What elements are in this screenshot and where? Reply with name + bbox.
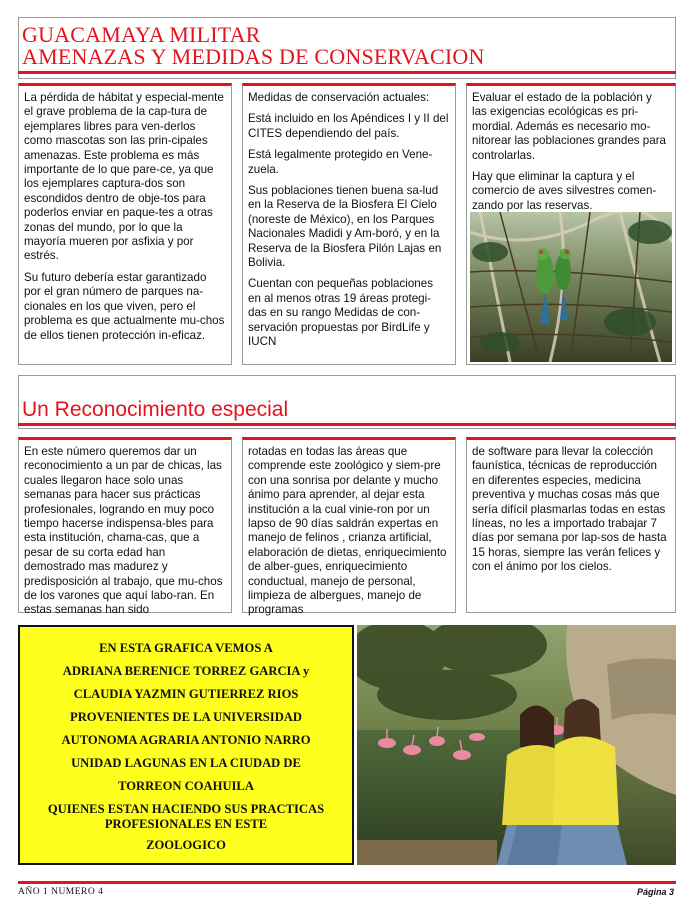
parrot-photo-image bbox=[470, 212, 672, 362]
caption-line: QUIENES ESTAN HACIENDO SUS PRACTICAS PROFESIONALES EN ESTE bbox=[47, 802, 325, 831]
section-rule bbox=[18, 423, 676, 426]
threats-paragraph: La pérdida de hábitat y especial-mente el grave problema de la cap-tura de ejemplares libres para ven-derlos como mascotas son las prin-cipales amenazas. Este problema es más importante de lo que pare-ce, ya que los ejemplares captura-dos son escondidos dentro de obje-tos para poderlos enviar en paque-tes a otras zonas del mundo, por lo que la mayoría mueren por asfixia y por estrés. bbox=[24, 91, 224, 263]
evaluation-paragraph: Evaluar el estado de la población y las exigencias ecológicas es pri-mordial. Además es necesario mo-nitorear las poblaciones grandes para controlarlas. bbox=[472, 91, 666, 162]
conservation-paragraph: Sus poblaciones tienen buena sa-lud en la Reserva de la Biosfera El Cielo (noreste de México), en los Parques Nacionales Madidi y Am-boró, y en la Reserva de la Biosfera Pilón Lajas en Bolivia. bbox=[248, 184, 442, 270]
page-title-line1: GUACAMAYA MILITAR bbox=[22, 22, 261, 47]
issue-number: AÑO 1 NUMERO 4 bbox=[18, 887, 104, 897]
recognition-column-1 bbox=[18, 437, 232, 617]
threats-column bbox=[18, 83, 232, 365]
threats-paragraph: Su futuro debería estar garantizado por el gran número de parques na-cionales en los que viven, pero el problema es que actualmente mu-chos de ellos tienen protección in-eficaz. bbox=[24, 270, 225, 342]
caption-line: CLAUDIA YAZMIN GUTIERREZ RIOS bbox=[73, 687, 299, 701]
caption-line: EN ESTA GRAFICA VEMOS A bbox=[99, 641, 273, 655]
students-photo bbox=[357, 625, 676, 865]
conservation-paragraph: Está legalmente protegido en Vene-zuela. bbox=[248, 148, 433, 176]
footer-rule bbox=[18, 881, 676, 884]
students-photo-image bbox=[357, 625, 676, 865]
section-title: Un Reconocimiento especial bbox=[22, 398, 289, 421]
caption-line: ZOOLOGICO bbox=[146, 838, 226, 852]
page-number: Página 3 bbox=[636, 887, 674, 897]
recognition-text: rotadas en todas las áreas que comprende este zoológico y siem-pre con una sonrisa por delante y mucho ánimo para aprender, al dejar esta institución a la cual vinie-ron por un lapso de 90 días saldrán expertas en manejo de felinos , crianza artificial, elaboración de dietas, enriquecimiento de alber-gues, enriquecimiento conductual, manejo de personal, limpieza de albergues, manejo de programas bbox=[248, 445, 447, 617]
recognition-column-3 bbox=[466, 437, 676, 613]
parrot-photo bbox=[470, 212, 672, 362]
caption-line: AUTONOMA AGRARIA ANTONIO NARRO bbox=[61, 733, 311, 747]
conservation-paragraph: Cuentan con pequeñas poblaciones en al menos otras 19 áreas protegi-das en su rango Medidas de con-servación propuestas por BirdLife y IUCN bbox=[248, 277, 434, 349]
conservation-column bbox=[242, 83, 456, 365]
evaluation-paragraph: Hay que eliminar la captura y el comercio de aves silvestres comen-zando por las reservas. bbox=[472, 170, 657, 212]
page-title-line2: AMENAZAS Y MEDIDAS DE CONSERVACION bbox=[22, 44, 485, 69]
recognition-text: de software para llevar la colección faunística, técnicas de reproducción en diferentes especies, medicina preventiva y muchas cosas más que sería difícil plasmarlas todas en estas líneas, no les a importado trabajar 7 días por semana por lap-sos de hasta 15 horas, siempre las verán felices y con el ánimo por los cielos. bbox=[472, 445, 667, 574]
conservation-paragraph: Medidas de conservación actuales: bbox=[248, 91, 430, 104]
caption-line: TORREON COAHUILA bbox=[118, 779, 254, 793]
caption-line: ADRIANA BERENICE TORREZ GARCIA y bbox=[62, 664, 310, 678]
header-rule bbox=[18, 71, 676, 74]
recognition-column-2 bbox=[242, 437, 456, 617]
photo-caption-box bbox=[18, 625, 354, 865]
caption-line: PROVENIENTES DE LA UNIVERSIDAD bbox=[70, 710, 302, 724]
recognition-text: En este número queremos dar un reconocimiento a un par de chicas, las cuales llegaron hace solo unas semanas para hacer sus prácticas profesionales, logrando en muy poco tiempo hacerse indispensa-bles para esta institución, chama-cas, que a pesar de su corta edad han demostrado mas madurez y predisposición al trabajo, que mu-chos de los varones que aquí labo-ran. En estas semanas han sido bbox=[24, 445, 223, 617]
caption-line: UNIDAD LAGUNAS EN LA CIUDAD DE bbox=[71, 756, 301, 770]
conservation-paragraph: Está incluido en los Apéndices I y II del CITES dependiendo del país. bbox=[248, 112, 449, 140]
